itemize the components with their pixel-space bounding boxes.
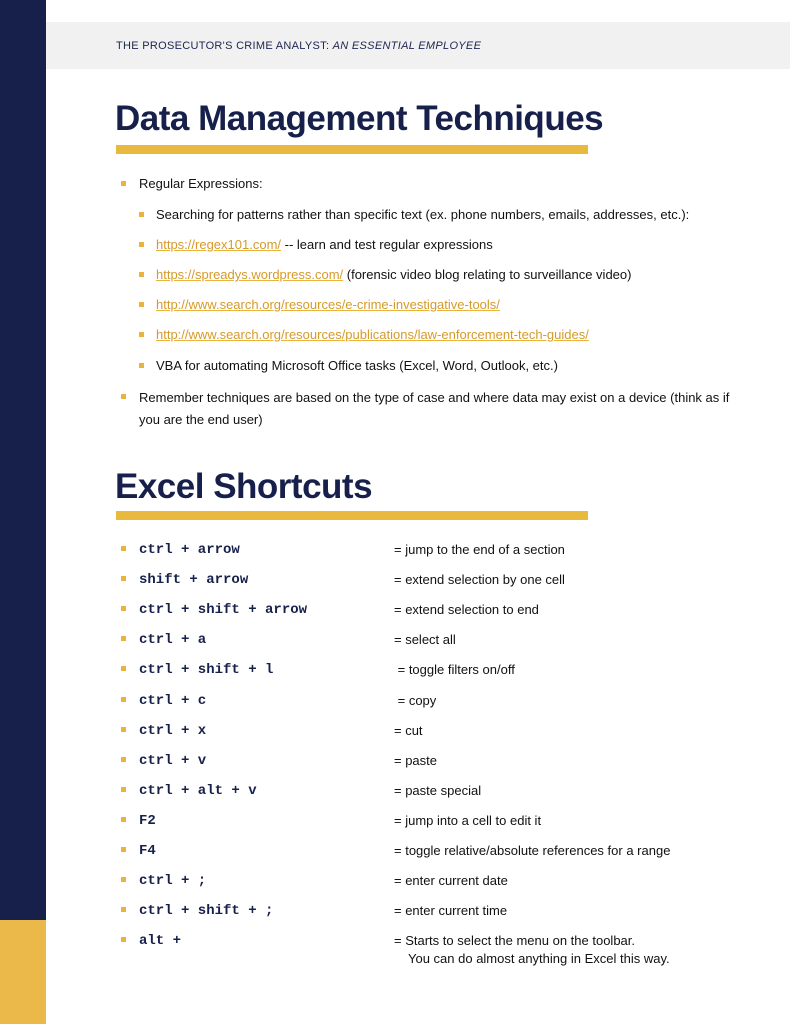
left-sidebar-band — [0, 0, 46, 1024]
shortcut-key: ctrl + alt + v — [139, 783, 257, 799]
bullet-icon — [121, 727, 126, 732]
shortcut-description: = select all — [394, 632, 456, 647]
shortcut-description: = enter current date — [394, 873, 508, 888]
shortcut-description: = toggle filters on/off — [394, 662, 515, 677]
shortcut-description: = paste special — [394, 783, 482, 798]
bullet-icon — [121, 394, 126, 399]
bullet-icon — [139, 212, 144, 217]
regex101-note: -- learn and test regular expressions — [281, 237, 493, 252]
bullet-icon — [121, 937, 126, 942]
spreadys-link[interactable]: https://spreadys.wordpress.com/ — [156, 267, 344, 282]
regex-description: Searching for patterns rather than specific text (ex. phone numbers, emails, addresses, etc.): — [156, 207, 690, 222]
bullet-icon — [121, 606, 126, 611]
running-header — [116, 40, 481, 52]
regex101-link[interactable]: https://regex101.com/ — [156, 237, 282, 252]
regex-label: Regular Expressions: — [139, 176, 263, 191]
bullet-icon — [139, 332, 144, 337]
shortcut-description: = extend selection by one cell — [394, 572, 565, 587]
bullet-icon — [121, 847, 126, 852]
bullet-icon — [121, 787, 126, 792]
bullet-icon — [121, 636, 126, 641]
shortcut-description-line2: You can do almost anything in Excel this way. — [408, 951, 670, 966]
shortcut-key: alt + — [139, 933, 182, 949]
shortcut-key: ctrl + x — [139, 723, 207, 739]
shortcut-key: ctrl + shift + l — [139, 662, 274, 678]
shortcut-key: ctrl + a — [139, 632, 207, 648]
spreadys-note: (forensic video blog relating to surveillance video) — [343, 267, 632, 282]
bullet-icon — [139, 302, 144, 307]
shortcut-key: ctrl + c — [139, 693, 207, 709]
header-emphasis: AN ESSENTIAL EMPLOYEE — [332, 40, 482, 52]
shortcut-key: ctrl + shift + arrow — [139, 602, 308, 618]
section-title-excel-shortcuts: Excel Shortcuts — [115, 467, 373, 506]
shortcut-description — [394, 932, 670, 968]
shortcut-key: ctrl + shift + ; — [139, 903, 274, 919]
shortcut-description: = jump into a cell to edit it — [394, 813, 542, 828]
bullet-icon — [139, 272, 144, 277]
bullet-icon — [121, 576, 126, 581]
sidebar-gold-accent — [0, 920, 46, 1024]
list-item — [156, 236, 493, 254]
bullet-icon — [121, 546, 126, 551]
search-tech-guides-link[interactable]: http://www.search.org/resources/publications/law-enforcement-tech-guides/ — [156, 327, 589, 342]
shortcut-key: shift + arrow — [139, 572, 249, 588]
shortcut-description: = jump to the end of a section — [394, 542, 565, 557]
shortcut-description-line1: = Starts to select the menu on the toolbar. — [394, 933, 636, 948]
shortcut-description: = paste — [394, 753, 438, 768]
section-title-data-management: Data Management Techniques — [115, 99, 604, 138]
shortcut-key: ctrl + arrow — [139, 542, 240, 558]
shortcut-key: ctrl + v — [139, 753, 207, 769]
shortcut-key: F4 — [139, 843, 156, 859]
shortcut-key: F2 — [139, 813, 156, 829]
bullet-icon — [121, 907, 126, 912]
shortcut-description: = toggle relative/absolute references for a range — [394, 843, 671, 858]
bullet-icon — [121, 817, 126, 822]
remember-item: Remember techniques are based on the type of case and where data may exist on a device (think as if you are the end user) — [139, 390, 730, 427]
bullet-icon — [121, 877, 126, 882]
shortcut-description: = enter current time — [394, 903, 508, 918]
bullet-icon — [121, 697, 126, 702]
bullet-icon — [139, 242, 144, 247]
header-prefix: THE PROSECUTOR'S CRIME ANALYST: — [116, 40, 333, 52]
shortcut-description: = copy — [394, 693, 437, 708]
search-ecrime-link[interactable]: http://www.search.org/resources/e-crime-investigative-tools/ — [156, 297, 500, 312]
shortcut-key: ctrl + ; — [139, 873, 207, 889]
shortcut-description: = cut — [394, 723, 423, 738]
list-item — [156, 266, 631, 284]
shortcut-description: = extend selection to end — [394, 602, 539, 617]
bullet-icon — [121, 666, 126, 671]
title-underline-rule — [116, 145, 588, 154]
bullet-icon — [121, 757, 126, 762]
bullet-icon — [121, 181, 126, 186]
title-underline-rule — [116, 511, 588, 520]
list-item — [156, 326, 589, 344]
vba-item: VBA for automating Microsoft Office tasks (Excel, Word, Outlook, etc.) — [156, 358, 558, 373]
bullet-icon — [139, 363, 144, 368]
list-item — [156, 296, 500, 314]
